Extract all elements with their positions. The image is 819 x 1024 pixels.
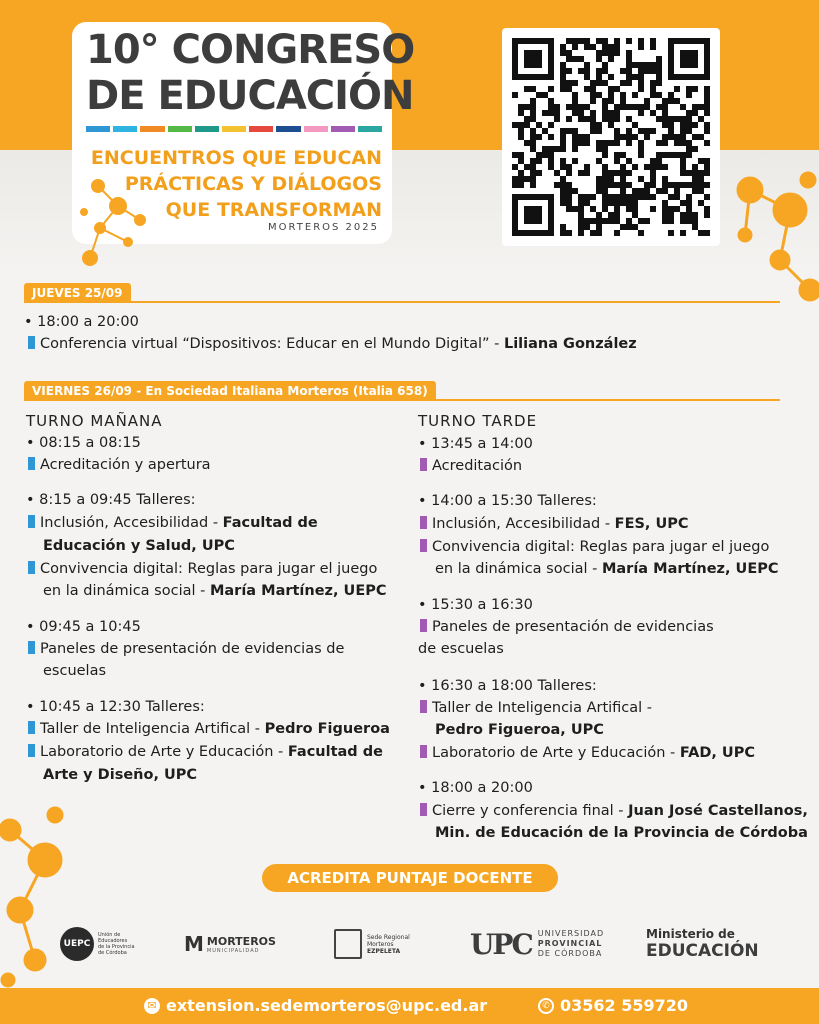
manana-item-4-text: Paneles de presentación de evidencias de [40, 641, 345, 657]
manana-time-4: • 10:45 a 12:30 Talleres: [26, 699, 205, 715]
bullet-marker [28, 744, 35, 757]
bullet-marker [420, 516, 427, 529]
upc-logo [470, 924, 604, 964]
manana-time-2: • 8:15 a 09:45 Talleres: [26, 492, 196, 508]
color-stripe-segment [140, 126, 164, 132]
bullet-marker [420, 803, 427, 816]
footer-phone-text: 03562 559720 [560, 996, 689, 1015]
subtitle-line2: PRÁCTICAS Y DIÁLOGOS [124, 173, 382, 195]
manana-item-4-cont: escuelas [43, 663, 107, 679]
tarde-item-3 [420, 537, 769, 557]
color-stripe-segment [276, 126, 300, 132]
manana-item-6-text: Laboratorio de Arte y Educación - [40, 744, 288, 760]
uepc-sub3: de la Provincia [98, 944, 135, 950]
tarde-time-1: • 13:45 a 14:00 [418, 436, 533, 452]
upc-mark: UPC [470, 927, 532, 961]
ministerio-line1: Ministerio de [646, 927, 735, 941]
uepc-sub1: Unión de [98, 932, 121, 938]
bullet-marker [420, 458, 427, 471]
manana-item-1 [28, 455, 211, 475]
subtitle-line1: ENCUENTROS QUE EDUCAN [90, 147, 382, 169]
uepc-sub2: Educadores [98, 938, 128, 944]
turno-tarde-title: TURNO TARDE [418, 412, 538, 430]
color-stripe-segment [195, 126, 219, 132]
manana-item-6-cont [26, 765, 197, 785]
bullet-marker [28, 515, 35, 528]
section-viernes-header [24, 381, 436, 401]
header-right-accent [729, 0, 819, 170]
section-jueves-label: JUEVES 25/09 [24, 283, 131, 303]
color-stripe-segment [168, 126, 192, 132]
manana-item-2 [28, 513, 318, 533]
city-year: MORTEROS 2025 [268, 222, 379, 233]
uepc-mark: UEPC [60, 927, 94, 961]
bullet-marker [420, 745, 427, 758]
bullet-marker [28, 641, 35, 654]
logo-row [0, 910, 819, 980]
tarde-item-4-cont: de escuelas [418, 641, 504, 657]
manana-item-2-cont [26, 536, 235, 556]
tarde-item-6-bold: FAD, UPC [679, 745, 755, 761]
tarde-item-2-bold: FES, UPC [614, 516, 689, 532]
manana-item-5 [28, 719, 390, 739]
manana-item-2-bold-cont: Educación y Salud, UPC [43, 538, 235, 554]
morteros-sub: MUNICIPALIDAD [206, 947, 260, 954]
bullet-marker [28, 721, 35, 734]
tarde-item-7-bold-cont: Min. de Educación de la Provincia de Córdoba [435, 825, 808, 841]
manana-item-6-bold: Facultad de [287, 744, 383, 760]
tarde-item-5-text: Taller de Inteligencia Artifical - [432, 700, 653, 716]
tarde-item-2 [420, 514, 689, 534]
mail-icon: ✉ [144, 998, 160, 1014]
section-jueves-header [24, 283, 131, 303]
section-jueves-divider [24, 301, 780, 303]
qr-code[interactable] [502, 28, 720, 246]
upc-line2: PROVINCIAL [537, 939, 603, 948]
jueves-speaker: Liliana González [503, 336, 637, 352]
footer-phone[interactable] [538, 995, 688, 1017]
manana-item-2-bold: Facultad de [222, 515, 318, 531]
sede-line1: Sede Regional [367, 933, 410, 941]
color-stripe-segment [331, 126, 355, 132]
tarde-item-1-text: Acreditación [432, 458, 523, 474]
footer-email-text: extension.sedemorteros@upc.ed.ar [166, 996, 488, 1015]
congress-title-line2: DE EDUCACIÓN [86, 73, 414, 119]
tarde-time-3: • 15:30 a 16:30 [418, 597, 533, 613]
manana-item-3 [28, 559, 377, 579]
tarde-item-3-bold: María Martínez, UEPC [601, 561, 779, 577]
morteros-logo [184, 924, 276, 964]
ministerio-line2: EDUCACIÓN [646, 941, 759, 961]
ministerio-logo [646, 924, 759, 964]
uepc-logo [60, 924, 135, 964]
qr-code-pattern [512, 38, 710, 236]
morteros-m-icon: M [184, 932, 204, 956]
manana-item-6 [28, 742, 383, 762]
upc-line3: DE CÓRDOBA [537, 949, 603, 958]
tarde-item-5 [420, 698, 652, 718]
whatsapp-icon: ✆ [538, 998, 554, 1014]
color-stripe-segment [113, 126, 137, 132]
section-viernes-label: VIERNES 26/09 - En Sociedad Italiana Morteros (Italia 658) [24, 381, 436, 401]
manana-item-5-bold: Pedro Figueroa [264, 721, 390, 737]
color-stripe-segment [358, 126, 382, 132]
tarde-item-3-text-cont: en la dinámica social - [435, 561, 602, 577]
tarde-item-6 [420, 743, 755, 763]
manana-item-3-text-cont: en la dinámica social - [43, 583, 210, 599]
tarde-time-2: • 14:00 a 15:30 Talleres: [418, 493, 597, 509]
jueves-item-text: Conferencia virtual “Dispositivos: Educar en el Mundo Digital” - [40, 336, 504, 352]
acredita-puntaje-badge: ACREDITA PUNTAJE DOCENTE [262, 864, 558, 892]
bullet-marker [420, 539, 427, 552]
manana-item-6-bold-cont: Arte y Diseño, UPC [43, 767, 198, 783]
bullet-marker [420, 700, 427, 713]
tarde-item-7-bold: Juan José Castellanos, [628, 803, 808, 819]
tarde-item-3-cont [418, 559, 779, 579]
manana-item-5-text: Taller de Inteligencia Artifical - [40, 721, 265, 737]
tarde-item-7-cont [418, 823, 808, 843]
bullet-marker [420, 619, 427, 632]
tarde-item-1 [420, 456, 522, 476]
tarde-item-6-text: Laboratorio de Arte y Educación - [432, 745, 680, 761]
manana-item-3-bold: María Martínez, UEPC [209, 583, 387, 599]
jueves-time: • 18:00 a 20:00 [24, 314, 139, 330]
bullet-marker [28, 561, 35, 574]
manana-item-1-text: Acreditación y apertura [40, 457, 211, 473]
color-stripe-segment [86, 126, 110, 132]
manana-time-3: • 09:45 a 10:45 [26, 619, 141, 635]
tarde-item-7 [420, 801, 808, 821]
subtitle-line3: QUE TRANSFORMAN [165, 199, 382, 221]
sede-line2: Morteros [367, 940, 394, 948]
tarde-item-7-text: Cierre y conferencia final - [432, 803, 629, 819]
color-stripe-segment [249, 126, 273, 132]
sede-line3: EZPELETA [367, 947, 401, 955]
morteros-name: MORTEROS [206, 934, 276, 948]
tarde-item-4-text: Paneles de presentación de evidencias [432, 619, 714, 635]
bullet-marker [28, 336, 35, 349]
color-stripe [86, 126, 382, 132]
manana-item-3-cont [26, 581, 387, 601]
manana-item-3-text: Convivencia digital: Reglas para jugar el juego [40, 561, 378, 577]
uepc-sub4: de Córdoba [98, 950, 127, 956]
tarde-item-5-bold: Pedro Figueroa, UPC [435, 722, 604, 738]
sede-icon [334, 929, 362, 959]
congress-title-line1: 10° CONGRESO [86, 27, 415, 73]
bullet-marker [28, 457, 35, 470]
footer-bar [0, 988, 819, 1024]
sede-regional-logo [334, 924, 410, 964]
tarde-item-3-text: Convivencia digital: Reglas para jugar el juego [432, 539, 770, 555]
manana-item-2-text: Inclusión, Accesibilidad - [40, 515, 223, 531]
jueves-item [28, 334, 637, 354]
turno-manana-title: TURNO MAÑANA [26, 412, 163, 430]
upc-line1: UNIVERSIDAD [537, 929, 605, 938]
tarde-item-4 [420, 617, 714, 637]
color-stripe-segment [222, 126, 246, 132]
tarde-time-5: • 18:00 a 20:00 [418, 780, 533, 796]
footer-email[interactable] [144, 995, 487, 1017]
tarde-time-4: • 16:30 a 18:00 Talleres: [418, 678, 597, 694]
molecule-decoration-right [730, 160, 819, 310]
manana-time-1: • 08:15 a 08:15 [26, 435, 141, 451]
tarde-item-5-cont [418, 720, 604, 740]
manana-item-4 [28, 639, 344, 659]
tarde-item-2-text: Inclusión, Accesibilidad - [432, 516, 615, 532]
section-viernes-divider [24, 399, 780, 401]
color-stripe-segment [304, 126, 328, 132]
